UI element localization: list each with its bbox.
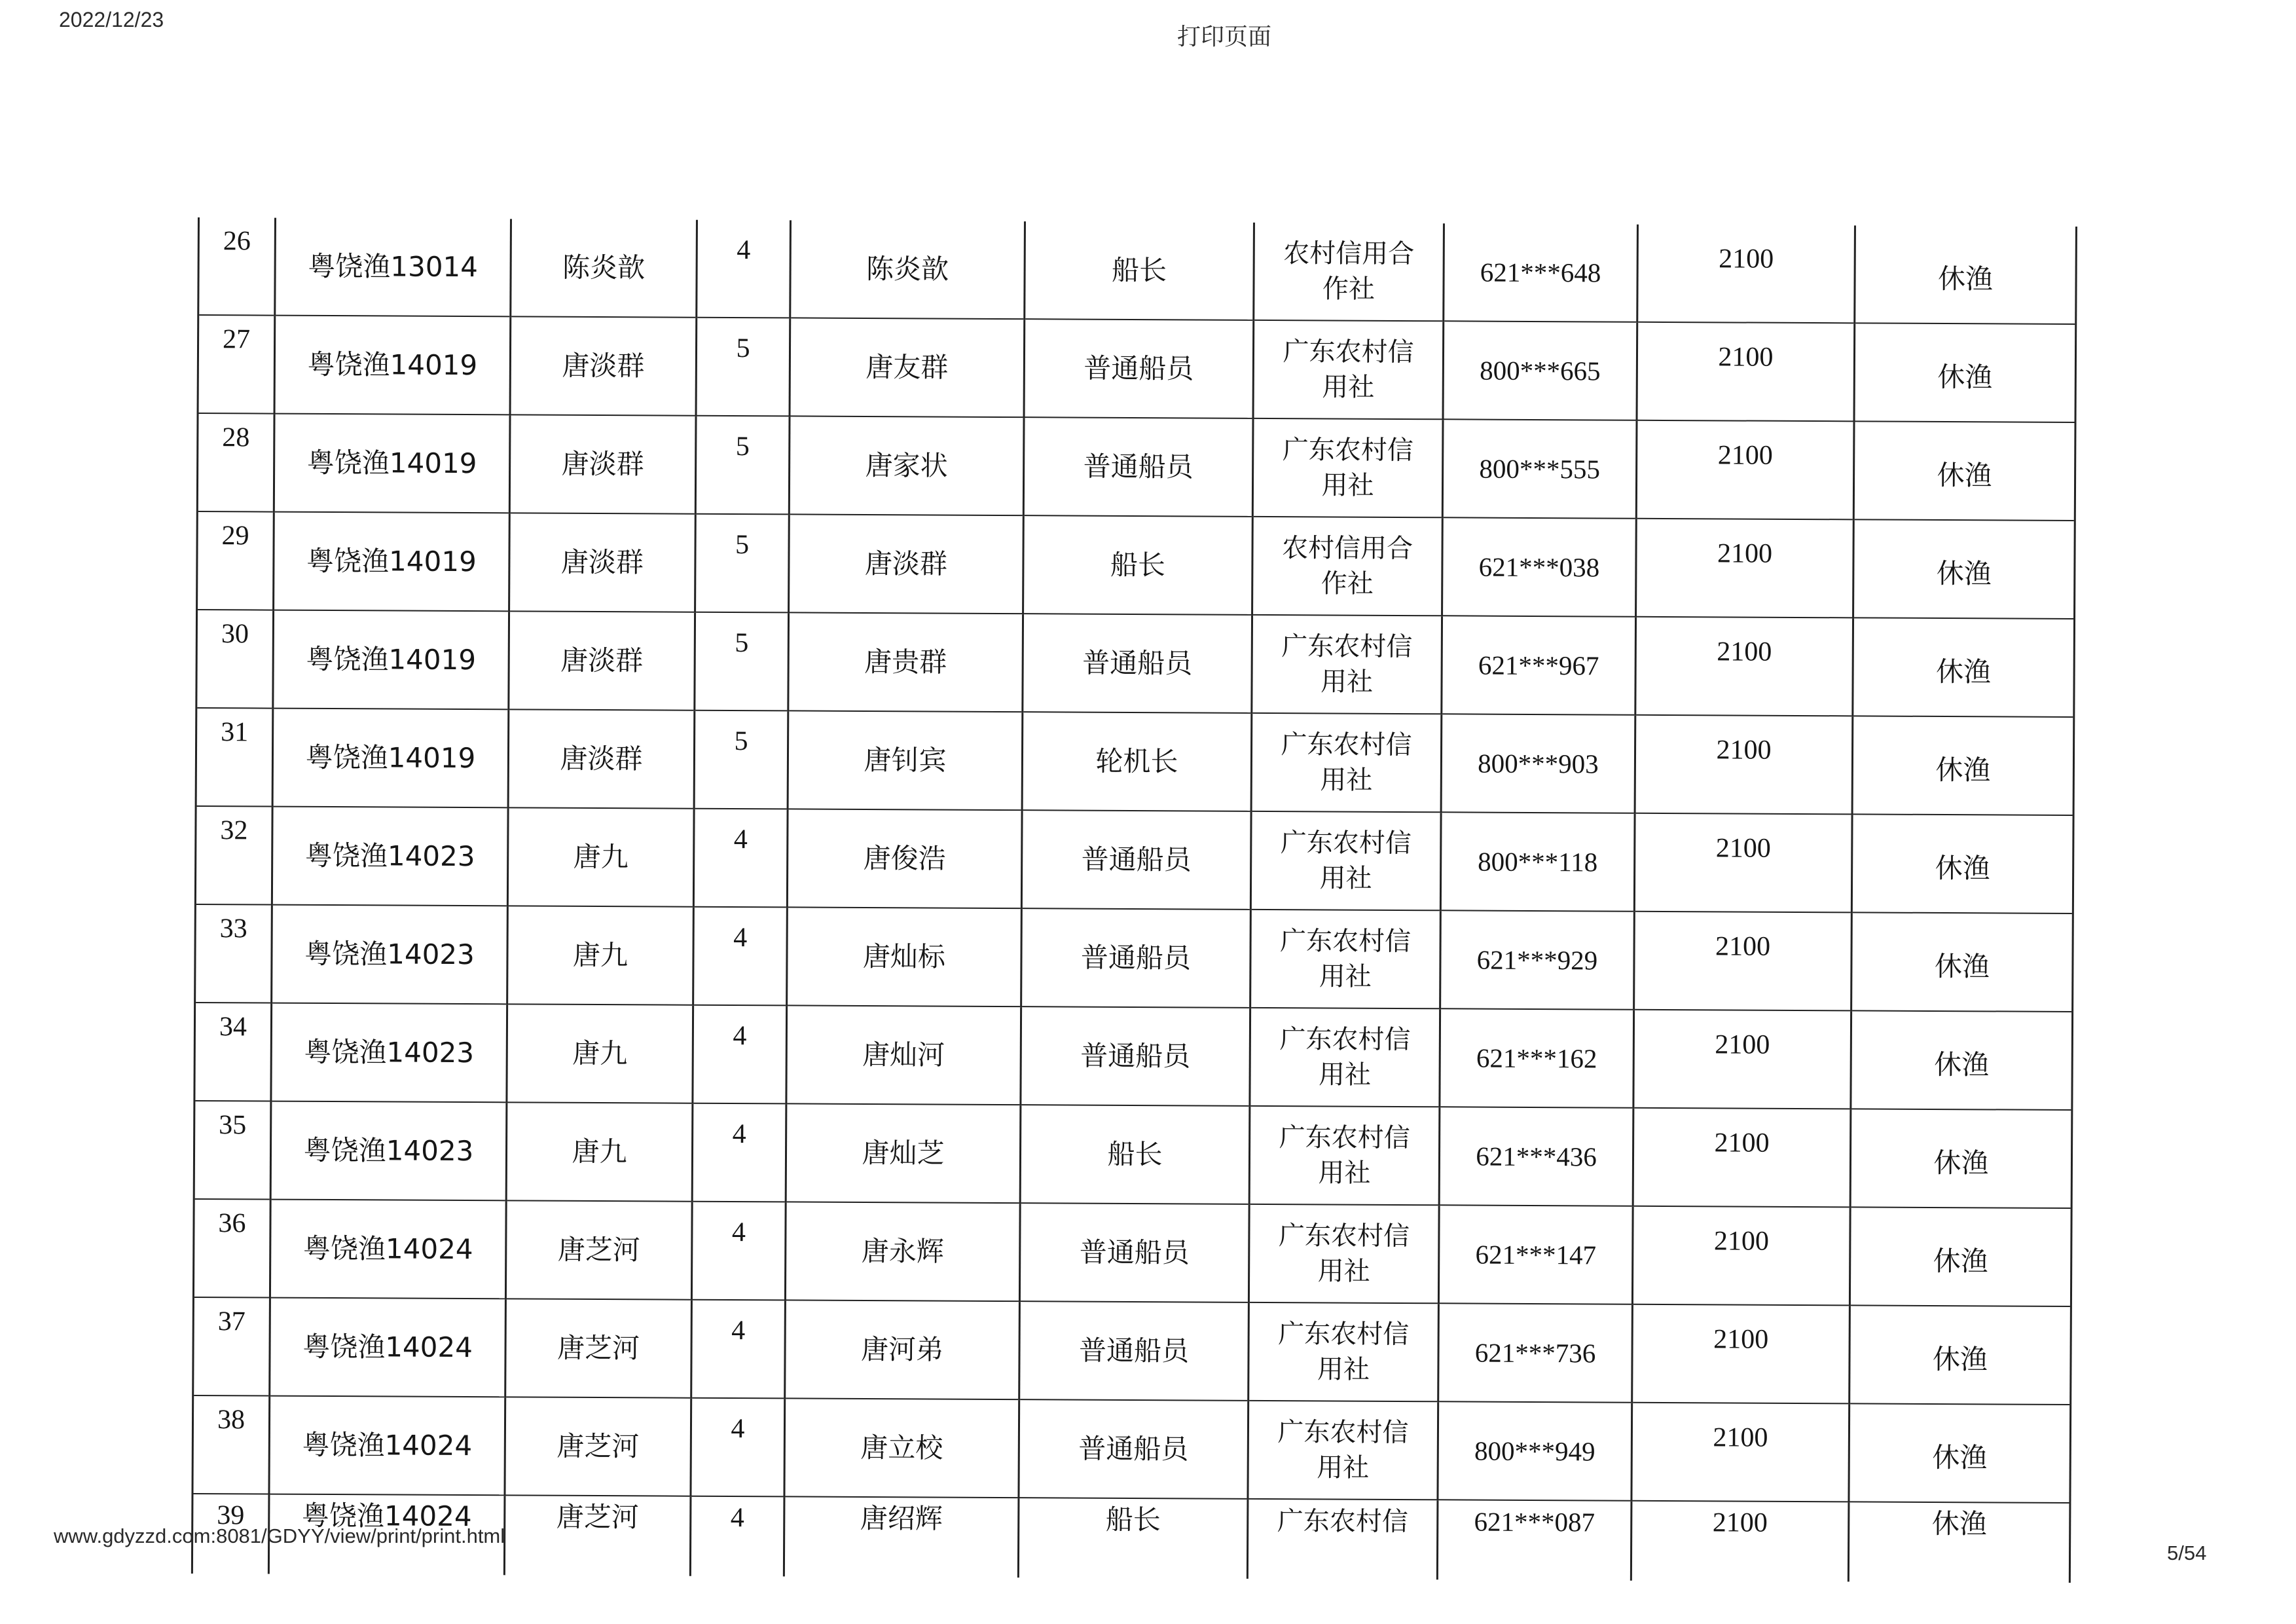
cell-account: 621***967 <box>1442 616 1636 714</box>
table-row <box>198 315 2076 422</box>
cell-account: 621***648 <box>1444 223 1638 322</box>
cell-crew-count: 4 <box>691 1398 785 1497</box>
cell-boat-owner: 唐芝河 <box>505 1397 691 1496</box>
cell-crew-count: 5 <box>695 514 790 613</box>
cell-row-number: 38 <box>192 1395 270 1494</box>
table-body <box>192 217 2076 1583</box>
cell-crew-count: 5 <box>696 318 790 416</box>
cell-bank <box>1252 418 1443 517</box>
cell-boat-owner: 唐芝河 <box>505 1200 692 1299</box>
cell-bank <box>1249 1106 1440 1205</box>
cell-crew-name: 唐永辉 <box>785 1202 1020 1301</box>
cell-crew-count: 4 <box>692 1103 786 1202</box>
cell-account: 621***162 <box>1440 1008 1634 1107</box>
cell-boat-owner: 唐淡群 <box>509 611 695 710</box>
cell-crew-name: 唐绍辉 <box>784 1496 1019 1578</box>
cell-bank <box>1252 517 1443 616</box>
cell-boat-number: 粤饶渔14024 <box>270 1200 506 1299</box>
table-row <box>195 806 2073 913</box>
cell-crew-name: 唐友群 <box>790 318 1025 417</box>
cell-account: 621***147 <box>1438 1205 1633 1304</box>
cell-boat-owner: 唐淡群 <box>510 316 697 415</box>
table-row <box>194 1101 2072 1208</box>
page-number: 5/54 <box>2167 1541 2207 1564</box>
cell-boat-owner: 唐芝河 <box>505 1299 692 1397</box>
cell-amount: 2100 <box>1634 813 1852 913</box>
cell-boat-owner: 唐九 <box>507 906 694 1005</box>
cell-account: 621***736 <box>1438 1303 1633 1402</box>
cell-amount: 2100 <box>1636 420 1854 520</box>
cell-crew-role: 轮机长 <box>1022 712 1252 811</box>
bank-name: 广东农村信用社 <box>1278 1221 1410 1287</box>
cell-boat-owner: 唐淡群 <box>509 415 696 513</box>
cell-boat-number: 粤饶渔14023 <box>272 905 508 1005</box>
bank-name: 农村信用合作社 <box>1281 533 1413 599</box>
cell-account: 800***903 <box>1441 714 1635 813</box>
table-row <box>194 1003 2073 1110</box>
cell-status: 休渔 <box>1853 421 2075 521</box>
cell-crew-role: 普通船员 <box>1021 810 1251 910</box>
cell-boat-owner: 唐九 <box>506 1102 693 1201</box>
bank-name: 广东农村信用社 <box>1280 926 1412 992</box>
cell-status: 休渔 <box>1853 618 2075 717</box>
cell-amount: 2100 <box>1631 1501 1849 1582</box>
cell-crew-name: 唐立校 <box>784 1398 1019 1498</box>
table-row <box>195 904 2073 1012</box>
cell-boat-number: 粤饶渔14019 <box>274 316 511 415</box>
bank-name: 广东农村信用社 <box>1283 337 1414 403</box>
table-row <box>197 413 2075 521</box>
cell-status: 休渔 <box>1851 1010 2073 1110</box>
cell-row-number: 33 <box>195 904 272 1003</box>
cell-crew-count: 4 <box>693 809 788 908</box>
cell-bank <box>1248 1401 1438 1500</box>
cell-boat-number: 粤饶渔13014 <box>275 218 511 317</box>
cell-crew-count: 5 <box>695 612 789 711</box>
cell-crew-name: 唐钊宾 <box>788 710 1023 810</box>
cell-bank <box>1254 223 1444 321</box>
cell-account: 800***665 <box>1443 321 1637 420</box>
bank-name: 广东农村信用社 <box>1279 1122 1410 1189</box>
cell-boat-owner: 唐九 <box>507 807 694 906</box>
cell-crew-count: 5 <box>695 416 790 515</box>
cell-amount: 2100 <box>1632 1206 1850 1306</box>
cell-bank <box>1250 1008 1440 1107</box>
table-row <box>192 1395 2071 1503</box>
bank-name: 广东农村信用社 <box>1281 729 1412 796</box>
cell-boat-number: 粤饶渔14024 <box>269 1396 505 1496</box>
cell-crew-role: 船长 <box>1023 515 1253 615</box>
cell-boat-number: 粤饶渔14024 <box>268 1494 505 1576</box>
cell-status: 休渔 <box>1850 1109 2072 1208</box>
cell-bank <box>1252 615 1442 714</box>
cell-bank <box>1247 1499 1438 1579</box>
cell-crew-name: 陈炎歆 <box>790 220 1025 319</box>
cell-amount: 2100 <box>1636 519 1854 618</box>
cell-boat-owner: 陈炎歆 <box>511 219 697 317</box>
cell-status: 休渔 <box>1852 716 2074 815</box>
cell-row-number: 28 <box>197 413 274 512</box>
cell-boat-owner: 唐淡群 <box>508 709 695 808</box>
bank-name: 广东农村信用社 <box>1282 435 1413 501</box>
cell-crew-role: 普通船员 <box>1023 417 1253 517</box>
cell-status: 休渔 <box>1850 1207 2071 1306</box>
bank-name: 广东农村信用社 <box>1281 631 1413 697</box>
cell-status: 休渔 <box>1849 1403 2071 1503</box>
cell-amount: 2100 <box>1635 617 1853 716</box>
cell-crew-role: 船长 <box>1020 1105 1250 1204</box>
cell-crew-name: 唐灿河 <box>786 1005 1021 1105</box>
cell-row-number: 39 <box>192 1494 269 1574</box>
cell-account: 800***118 <box>1440 812 1635 911</box>
fishermen-subsidy-table <box>191 217 2077 1583</box>
cell-boat-number: 粤饶渔14024 <box>270 1298 506 1397</box>
cell-crew-role: 船长 <box>1025 221 1254 320</box>
cell-row-number: 27 <box>198 315 275 414</box>
bank-name: 广东农村信用社 <box>1280 828 1412 894</box>
cell-bank <box>1250 811 1441 910</box>
cell-row-number: 29 <box>197 511 274 610</box>
cell-status: 休渔 <box>1848 1502 2070 1583</box>
cell-status: 休渔 <box>1851 912 2073 1012</box>
cell-boat-number: 粤饶渔14019 <box>274 512 510 612</box>
cell-bank <box>1248 1302 1439 1401</box>
cell-crew-role: 普通船员 <box>1019 1399 1248 1499</box>
cell-crew-role: 普通船员 <box>1021 908 1251 1008</box>
cell-crew-role: 船长 <box>1018 1498 1248 1579</box>
cell-status: 休渔 <box>1853 519 2075 619</box>
bank-name: 广东农村信 <box>1277 1506 1408 1538</box>
cell-crew-role: 普通船员 <box>1024 319 1254 418</box>
cell-crew-role: 普通船员 <box>1023 614 1252 713</box>
cell-amount: 2100 <box>1631 1403 1850 1502</box>
cell-boat-owner: 唐九 <box>507 1004 693 1103</box>
cell-row-number: 26 <box>198 217 276 316</box>
bank-name: 广东农村信用社 <box>1277 1417 1409 1483</box>
cell-boat-number: 粤饶渔14023 <box>272 807 508 906</box>
cell-crew-name: 唐河弟 <box>785 1300 1020 1399</box>
cell-account: 621***087 <box>1437 1500 1631 1580</box>
cell-status: 休渔 <box>1854 323 2076 422</box>
cell-boat-number: 粤饶渔14023 <box>270 1101 507 1201</box>
cell-boat-owner: 唐淡群 <box>509 513 696 612</box>
cell-amount: 2100 <box>1634 912 1852 1011</box>
print-url: www.gdyzzd.com:8081/GDYY/view/print/print.html <box>54 1524 505 1547</box>
cell-crew-name: 唐贵群 <box>788 612 1023 712</box>
cell-boat-number: 粤饶渔14023 <box>271 1003 507 1103</box>
cell-account: 621***436 <box>1439 1107 1633 1206</box>
cell-bank <box>1250 910 1441 1008</box>
cell-bank <box>1248 1204 1439 1303</box>
cell-amount: 2100 <box>1633 1108 1851 1208</box>
cell-row-number: 37 <box>193 1297 270 1396</box>
cell-status: 休渔 <box>1855 225 2077 324</box>
cell-crew-count: 4 <box>693 907 788 1006</box>
cell-crew-count: 5 <box>694 710 788 809</box>
table-row <box>198 217 2077 324</box>
table-row <box>193 1297 2071 1405</box>
cell-boat-number: 粤饶渔14019 <box>274 414 510 513</box>
cell-amount: 2100 <box>1632 1304 1850 1404</box>
table-row <box>193 1199 2071 1306</box>
table-row <box>196 708 2074 815</box>
cell-row-number: 34 <box>194 1003 272 1101</box>
cell-crew-role: 普通船员 <box>1019 1203 1249 1302</box>
cell-account: 621***929 <box>1440 910 1635 1009</box>
cell-crew-name: 唐淡群 <box>789 514 1024 614</box>
cell-status: 休渔 <box>1850 1305 2071 1405</box>
cell-bank <box>1251 713 1442 812</box>
table-row <box>196 610 2075 717</box>
cell-bank <box>1253 320 1444 419</box>
cell-crew-count: 4 <box>691 1300 786 1399</box>
bank-name: 广东农村信用社 <box>1278 1319 1410 1385</box>
cell-account: 800***949 <box>1438 1401 1632 1500</box>
cell-boat-number: 粤饶渔14019 <box>272 709 509 808</box>
cell-crew-name: 唐家状 <box>789 416 1024 515</box>
cell-row-number: 35 <box>194 1101 271 1200</box>
cell-crew-name: 唐灿标 <box>787 907 1022 1006</box>
cell-crew-count: 4 <box>693 1005 787 1104</box>
cell-account: 800***555 <box>1442 419 1637 518</box>
table-row <box>197 511 2075 619</box>
cell-account: 621***038 <box>1442 517 1637 616</box>
print-page-title: 打印页面 <box>1176 24 1271 50</box>
bank-name: 农村信用合作社 <box>1283 238 1415 304</box>
cell-crew-role: 普通船员 <box>1021 1006 1250 1106</box>
cell-row-number: 32 <box>195 806 272 905</box>
bank-name: 广东农村信用社 <box>1279 1024 1411 1090</box>
cell-amount: 2100 <box>1635 715 1853 815</box>
cell-boat-number: 粤饶渔14019 <box>273 610 509 710</box>
cell-crew-count: 4 <box>697 220 791 318</box>
cell-crew-count: 4 <box>691 1202 786 1301</box>
cell-crew-name: 唐灿芝 <box>786 1103 1021 1203</box>
cell-row-number: 36 <box>193 1199 270 1298</box>
print-date: 2022/12/23 <box>59 8 164 31</box>
cell-amount: 2100 <box>1633 1010 1851 1109</box>
cell-crew-count: 4 <box>690 1496 784 1577</box>
cell-crew-name: 唐俊浩 <box>787 809 1022 908</box>
cell-status: 休渔 <box>1851 814 2073 913</box>
cell-amount: 2100 <box>1637 322 1855 422</box>
cell-row-number: 30 <box>196 610 274 709</box>
cell-amount: 2100 <box>1637 225 1855 323</box>
cell-crew-role: 普通船员 <box>1019 1301 1249 1401</box>
cell-boat-owner: 唐芝河 <box>504 1495 691 1576</box>
cell-row-number: 31 <box>196 708 273 807</box>
